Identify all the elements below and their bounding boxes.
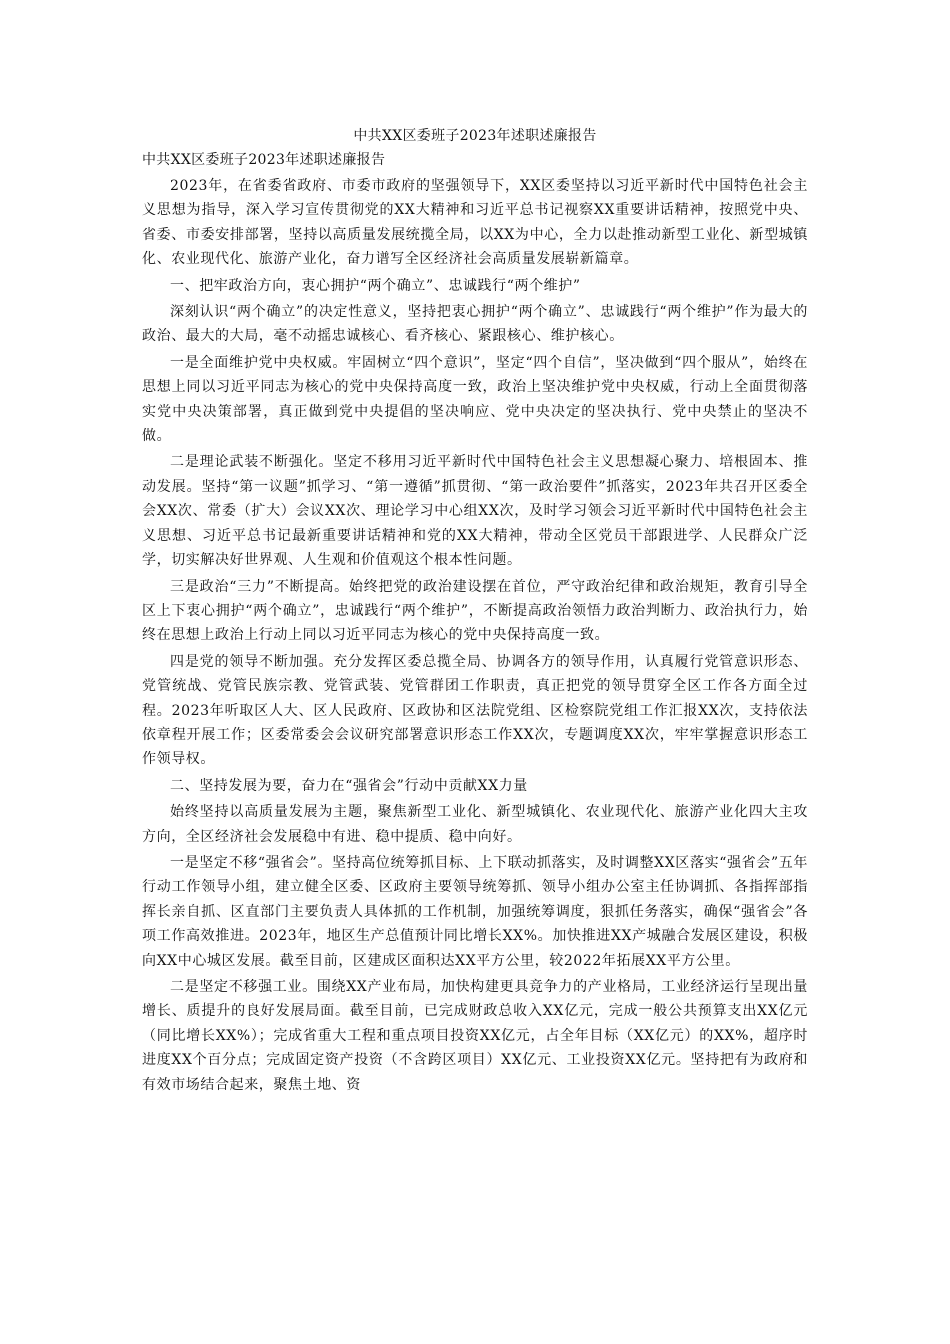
section-heading-1: 一、把牢政治方向，衷心拥护“两个确立”、忠诚践行“两个维护” bbox=[170, 277, 581, 294]
document-body bbox=[142, 126, 808, 1099]
paragraph: 始终坚持以高质量发展为主题，聚焦新型工业化、新型城镇化、农业现代化、旅游产业化四大主攻方向，全区经济社会发展稳中有进、稳中提质、稳中向好。 bbox=[142, 804, 808, 845]
paragraph: 四是党的领导不断加强。充分发挥区委总揽全局、协调各方的领导作用，认真履行党管意识形态、党管统战、党管民族宗教、党管武装、党管群团工作职责，真正把党的领导贯穿全区工作各方面全过程。2023年听取区人大、区人民政府、区政协和区法院党组、区检察院党组工作汇报XX次，支持依法依章程开展工作；区委常委会会议研究部署意识形态工作XX次，专题调度XX次，牢牢掌握意识形态工作领导权。 bbox=[142, 653, 808, 768]
section-heading-2: 二、坚持发展为要，奋力在“强省会”行动中贡献XX力量 bbox=[170, 777, 528, 794]
paragraph: 二是坚定不移强工业。围绕XX产业布局，加快构建更具竞争力的产业格局，工业经济运行呈现出量增长、质提升的良好发展局面。截至目前，已完成财政总收入XX亿元，完成一般公共预算支出XX亿元（同比增长XX%）；完成省重大工程和重点项目投资XX亿元，占全年目标（XX亿元）的XX%，超序时进度XX个百分点；完成固定资产投资（不含跨区项目）XX亿元、工业投资XX亿元。坚持把有为政府和有效市场结合起来，聚焦土地、资 bbox=[142, 979, 808, 1093]
paragraph-intro: 2023年，在省委省政府、市委市政府的坚强领导下，XX区委坚持以习近平新时代中国特色社会主义思想为指导，深入学习宣传贯彻党的XX大精神和习近平总书记视察XX重要讲话精神，按照党中央、省委、市委安排部署，坚持以高质量发展统揽全局，以XX为中心，全力以赴推动新型工业化、新型城镇化、农业现代化、旅游产业化，奋力谱写全区经济社会高质量发展崭新篇章。 bbox=[142, 178, 808, 268]
document-title: 中共XX区委班子2023年述职述廉报告 bbox=[353, 128, 597, 144]
document-subtitle: 中共XX区委班子2023年述职述廉报告 bbox=[142, 152, 386, 168]
paragraph: 一是坚定不移“强省会”。坚持高位统筹抓目标、上下联动抓落实，及时调整XX区落实“强省会”五年行动工作领导小组，建立健全区委、区政府主要领导统筹抓、领导小组办公室主任协调抓、各指挥部指挥长亲自抓、区直部门主要负责人具体抓的工作机制，加强统筹调度，狠抓任务落实，确保“强省会”各项工作高效推进。2023年，地区生产总值预计同比增长XX%。加快推进XX产城融合发展区建设，积极向XX中心城区发展。截至目前，区建成区面积达XX平方公里，较2022年拓展XX平方公里。 bbox=[142, 854, 808, 969]
paragraph: 一是全面维护党中央权威。牢固树立“四个意识”，坚定“四个自信”，坚决做到“四个服从”，始终在思想上同以习近平同志为核心的党中央保持高度一致，政治上坚决维护党中央权威，行动上全面贯彻落实党中央决策部署，真正做到党中央提倡的坚决响应、党中央决定的坚决执行、党中央禁止的坚决不做。 bbox=[142, 354, 808, 445]
paragraph: 深刻认识“两个确立”的决定性意义，坚持把衷心拥护“两个确立”、忠诚践行“两个维护”作为最大的政治、最大的大局，毫不动摇忠诚核心、看齐核心、紧跟核心、维护核心。 bbox=[142, 304, 808, 345]
paragraph: 三是政治“三力”不断提高。始终把党的政治建设摆在首位，严守政治纪律和政治规矩，教育引导全区上下衷心拥护“两个确立”，忠诚践行“两个维护”，不断提高政治领悟力政治判断力、政治执行力，始终在思想上政治上行动上同以习近平同志为核心的党中央保持高度一致。 bbox=[142, 578, 808, 644]
paragraph: 二是理论武装不断强化。坚定不移用习近平新时代中国特色社会主义思想凝心聚力、培根固本、推动发展。坚持“第一议题”抓学习、“第一遵循”抓贯彻、“第一政治要件”抓落实，2023年共召开区委全会XX次、常委（扩大）会议XX次、理论学习中心组XX次，及时学习领会习近平新时代中国特色社会主义思想、习近平总书记最新重要讲话精神和党的XX大精神，带动全区党员干部跟进学、人民群众广泛学，切实解决好世界观、人生观和价值观这个根本性问题。 bbox=[142, 454, 808, 569]
